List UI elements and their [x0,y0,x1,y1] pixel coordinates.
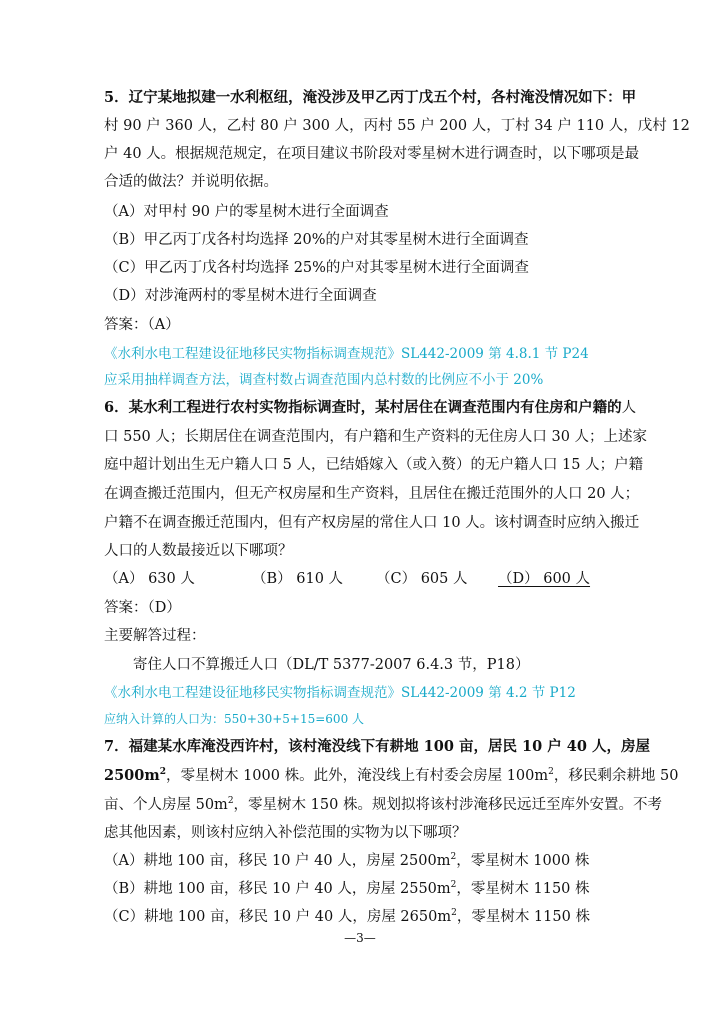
q7-option-c [104,907,590,927]
q6-stem-line-6: 人口的人数最接近以下哪项？ [104,543,293,559]
q6-option-d: （D） 600 人 [498,571,591,587]
q7-stem-line-3-a: 亩、个人房屋 50m [104,797,228,813]
q5-option-b: （B）甲乙丙丁戊各村均选择 20%的户对其零星树木进行全面调查 [104,232,529,248]
q6-stem-line-2: 口 550 人；长期居住在调查范围内，有户籍和生产资料的无住房人口 30 人；上述家 [104,429,648,445]
q7-option-a-sup: 2 [450,852,457,863]
q7-area-2500 [104,767,166,784]
q6-stem-line-4: 在调查搬迁范围内，但无产权房屋和生产资料，且居住在搬迁范围外的人口 20 人； [104,486,640,502]
q6-stem-line-3: 庭中超计划出生无户籍人口 5 人，已结婚嫁入（或入赘）的无户籍人口 15 人；户籍 [104,457,644,473]
q5-note: 应采用抽样调查方法，调查村数占调查范围内总村数的比例应不小于 20% [104,372,544,388]
q7-option-a [104,851,589,871]
q6-stem-line-1 [104,398,636,418]
q6-option-a: （A） 630 人 [104,571,195,587]
q7-stem-line-1: 7．福建某水库淹没西许村，该村淹没线下有耕地 100 亩，居民 10 户 40 人，房屋 [104,738,650,755]
q6-options-row [104,569,624,589]
q6-process: 寄住人口不算搬迁人口（DL/T 5377-2007 6.4.3 节，P18） [133,657,530,673]
q6-stem-line-5: 户籍不在调查搬迁范围内，但有产权房屋的常住人口 10 人。该村调查时应纳入搬迁 [104,515,640,531]
q5-stem-line-3: 户 40 人。根据规范规定，在项目建议书阶段对零星树木进行调查时，以下哪项是最 [104,146,640,162]
q7-stem-line-2 [104,766,678,786]
q5-reference: 《水利水电工程建设征地移民实物指标调查规范》SL442-2009 第 4.8.1 节 P24 [104,346,589,362]
q5-option-a: （A）对甲村 90 户的零星树木进行全面调查 [104,204,389,220]
q7-area-sup-2: 2 [548,767,554,778]
q6-option-c: （C） 605 人 [376,571,468,587]
q7-area-2500-value: 2500m [104,767,160,784]
q7-option-b-text: （B）耕地 100 亩，移民 10 户 40 人，房屋 2550m [104,881,451,897]
q7-option-c-sup: 2 [451,908,457,919]
q7-option-b-sup: 2 [450,880,457,891]
q7-option-b [104,879,590,899]
q7-option-c-tail: ，零星树木 1150 株 [456,909,590,925]
q7-stem-line-2-rest: ，零星树木 1000 株。此外，淹没线上有村委会房屋 100m [165,768,549,784]
q5-answer: 答案：（A） [104,317,180,333]
q6-note: 应纳入计算的人口为：550+30+5+15=600 人 [104,712,365,726]
q7-stem-line-3 [104,795,662,815]
q6-option-b: （B） 610 人 [252,571,344,587]
q6-answer: 答案：（D） [104,600,181,616]
page-number: —3— [344,931,376,945]
q7-area-sup-3: 2 [227,796,234,807]
q6-stem-line-1-bold: 6．某水利工程进行农村实物指标调查时，某村居住在调查范围内有住房和户籍的 [104,399,622,416]
q6-stem-line-1-rest: 人 [621,400,637,416]
q6-reference: 《水利水电工程建设征地移民实物指标调查规范》SL442-2009 第 4.2 节 P12 [104,685,576,701]
q7-stem-line-2-tail: ，移民剩余耕地 50 [553,768,679,784]
q7-area-sup: 2 [159,767,166,778]
q6-process-title: 主要解答过程： [104,628,206,644]
q5-stem-line-4: 合适的做法？并说明依据。 [104,174,278,190]
q5-option-d: （D）对涉淹两村的零星树木进行全面调查 [104,288,377,304]
q5-option-c: （C）甲乙丙丁戊各村均选择 25%的户对其零星树木进行全面调查 [104,260,529,276]
q7-option-b-tail: ，零星树木 1150 株 [456,881,590,897]
q7-stem-line-4: 虑其他因素，则该村应纳入补偿范围的实物为以下哪项？ [104,825,467,841]
q5-stem-line-2: 村 90 户 360 人，乙村 80 户 300 人，丙村 55 户 200 人，丁村 34 户 110 人，戊村 12 [104,118,690,134]
q7-option-a-text: （A）耕地 100 亩，移民 10 户 40 人，房屋 2500m [104,853,451,869]
q7-option-c-text: （C）耕地 100 亩，移民 10 户 40 人，房屋 2650m [104,909,452,925]
q7-stem-line-3-b: ，零星树木 150 株。规划拟将该村涉淹移民远迁至库外安置。不考 [233,797,662,813]
q7-option-a-tail: ，零星树木 1000 株 [456,853,590,869]
q5-stem-line-1: 5．辽宁某地拟建一水利枢纽，淹没涉及甲乙丙丁戊五个村，各村淹没情况如下：甲 [104,89,637,106]
